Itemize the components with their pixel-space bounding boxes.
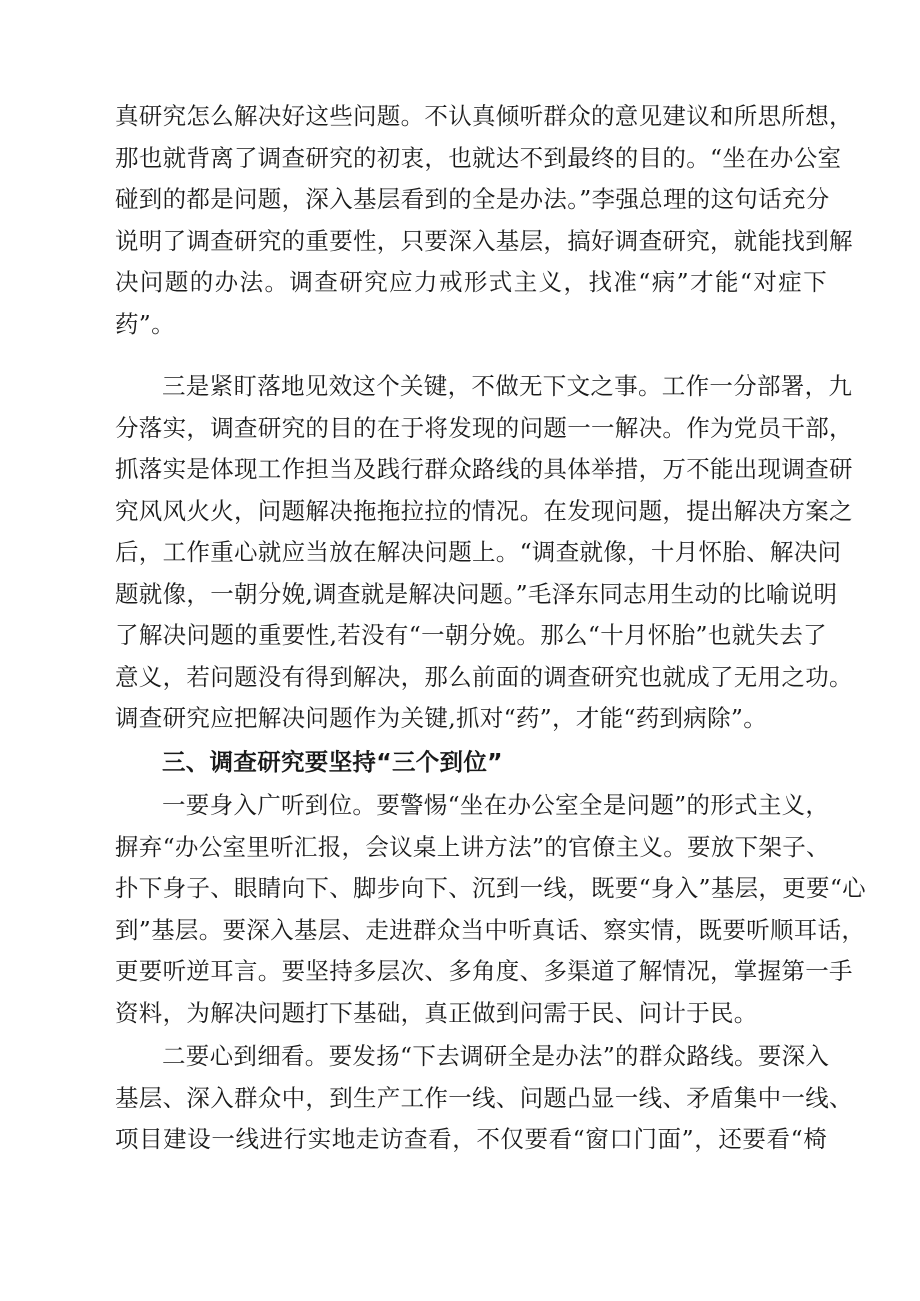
- text-line: 摒弃“办公室里听汇报，会议桌上讲方法”的官僚主义。要放下架子、: [115, 832, 830, 861]
- text-line: 扑下身子、眼睛向下、脚步向下、沉到一线，既要“身入”基层，更要“心: [115, 874, 866, 902]
- text-line: 后，工作重心就应当放在解决问题上。“调查就像，十月怀胎、解决问: [115, 538, 842, 566]
- text-line: 二要心到细看。要发扬“下去调研全是办法”的群众路线。要深入: [162, 1042, 830, 1070]
- text-line: 决问题的办法。调查研究应力戒形式主义，找准“病”才能“对症下: [115, 268, 827, 296]
- paragraph-3: [115, 785, 866, 1034]
- text-line: 药”。: [115, 309, 175, 338]
- paragraph-1: [115, 96, 853, 345]
- text-line: 意义，若问题没有得到解决，那么前面的调查研究也就成了无用之功。: [115, 662, 853, 691]
- text-line: 真研究怎么解决好这些问题。不认真倾听群众的意见建议和所思所想，: [115, 102, 853, 130]
- text-line: 基层、深入群众中，到生产工作一线、问题凸显一线、矛盾集中一线、: [115, 1083, 853, 1112]
- section-heading: 三、调查研究要坚持“三个到位”: [162, 747, 503, 776]
- text-line: 碰到的都是问题，深入基层看到的全是办法。”李强总理的这句话充分: [115, 185, 830, 213]
- paragraph-2: [115, 366, 853, 740]
- text-line: 了解决问题的重要性,若没有“一朝分娩。那么“十月怀胎”也就失去了: [115, 621, 827, 649]
- text-line: 题就像，一朝分娩,调查就是解决问题。”毛泽东同志用生动的比喻说明: [115, 579, 838, 608]
- text-line: 更要听逆耳言。要坚持多层次、多角度、多渠道了解情况，掌握第一手: [115, 957, 853, 985]
- text-line: 资料，为解决问题打下基础，真正做到问需于民、问计于民。: [115, 998, 758, 1027]
- text-line: 调查研究应把解决问题作为关键,抓对“药”，才能“药到病除”。: [115, 704, 768, 732]
- text-line: 项目建设一线进行实地走访查看，不仅要看“窗口门面”，还要看“椅: [115, 1125, 827, 1153]
- text-line: 那也就背离了调查研究的初衷，也就达不到最终的目的。“坐在办公室: [115, 143, 842, 172]
- document-page: [115, 96, 866, 1161]
- text-line: 到”基层。要深入基层、走进群众当中听真话、察实情，既要听顺耳话，: [115, 915, 866, 944]
- text-line: 抓落实是体现工作担当及践行群众路线的具体举措，万不能出现调查研: [115, 455, 853, 483]
- paragraph-4: [115, 1036, 853, 1161]
- text-line: 一要身入广听到位。要警惕“坐在办公室全是问题”的形式主义，: [162, 791, 830, 819]
- text-line: 究风风火火，问题解决拖拖拉拉的情况。在发现问题，提出解决方案之: [115, 496, 853, 525]
- text-line: 分落实，调查研究的目的在于将发现的问题一一解决。作为党员干部，: [115, 413, 853, 442]
- text-line: 三是紧盯落地见效这个关键，不做无下文之事。工作一分部署，九: [162, 372, 853, 400]
- text-line: 说明了调查研究的重要性，只要深入基层，搞好调查研究，就能找到解: [115, 226, 853, 255]
